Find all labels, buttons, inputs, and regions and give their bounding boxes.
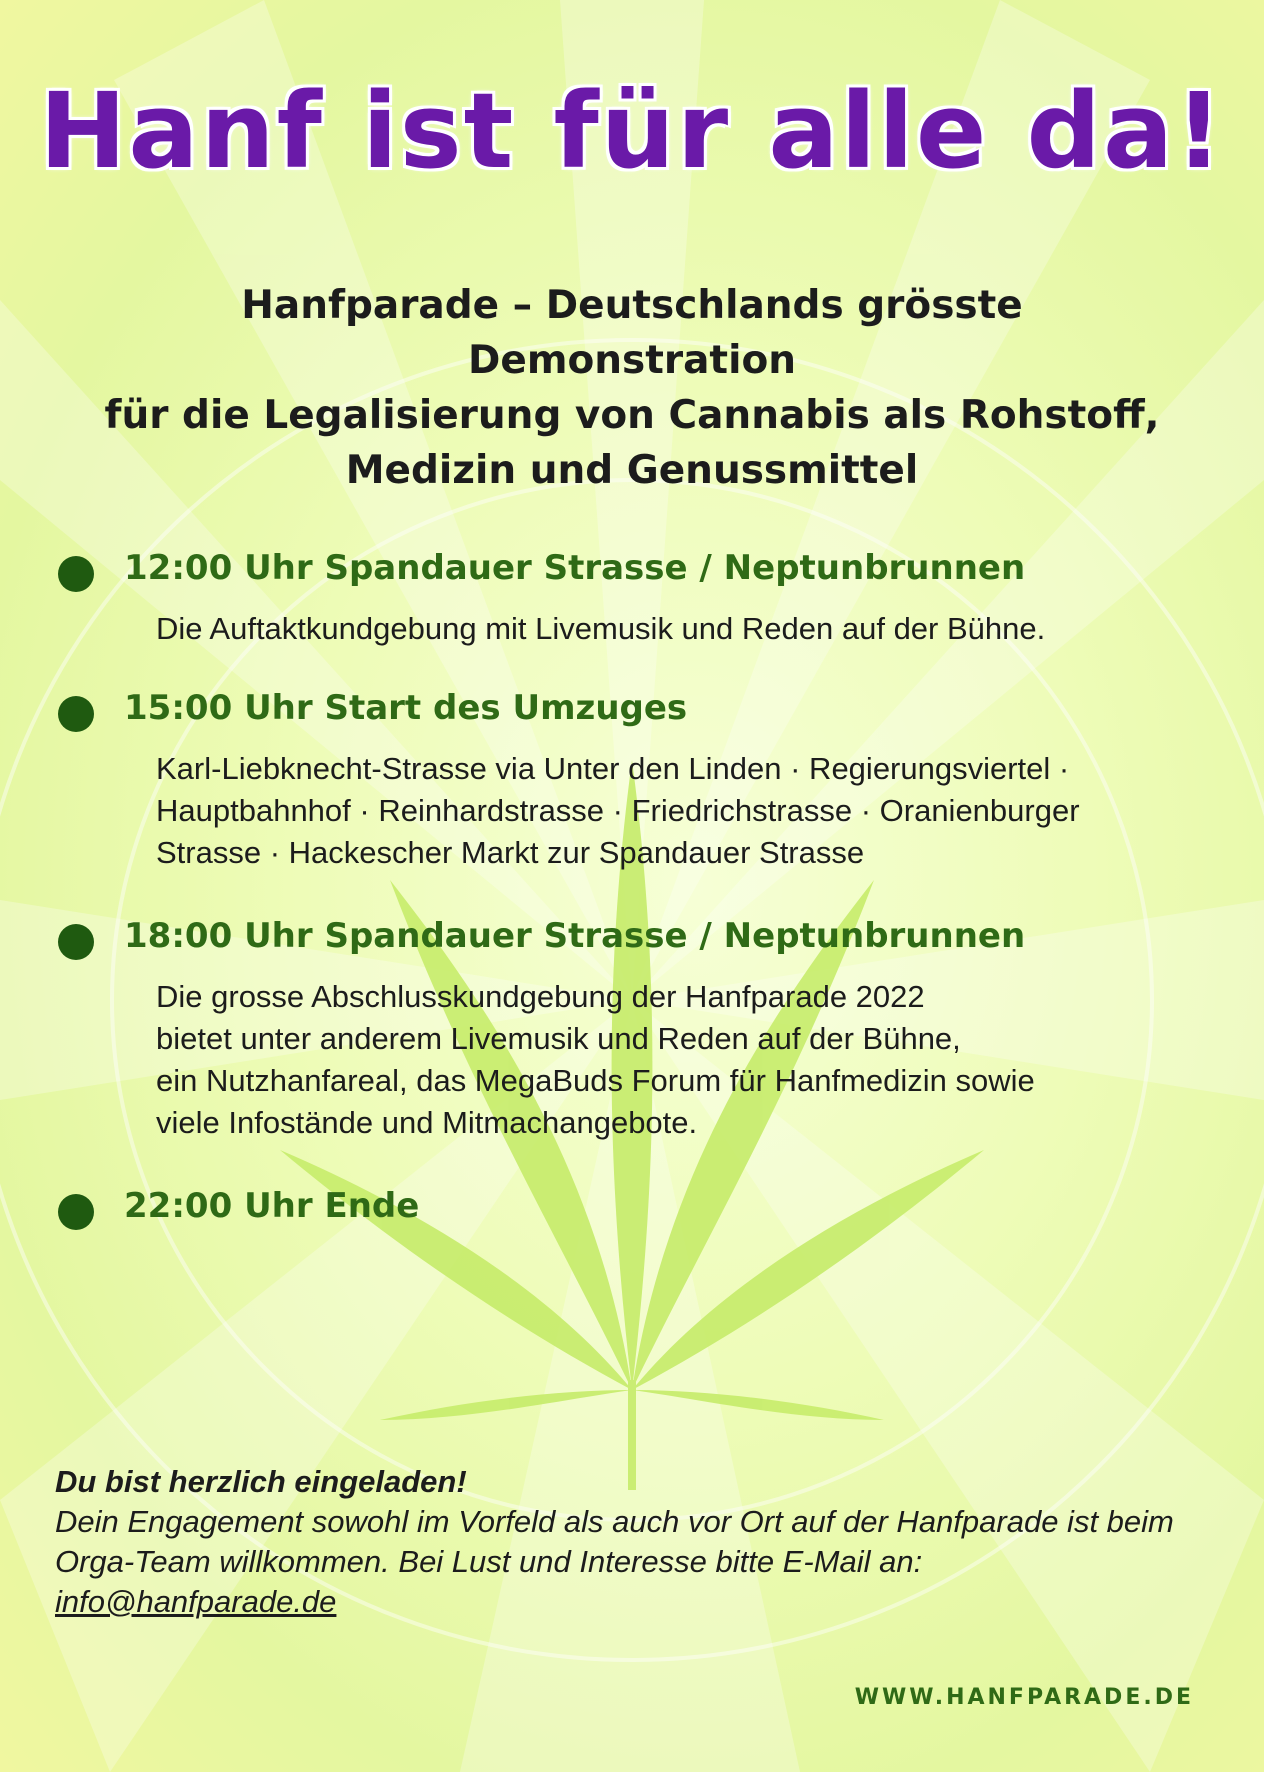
schedule-description (156, 748, 1166, 874)
schedule-line: Strasse · Hackescher Markt zur Spandauer Strasse (156, 835, 865, 870)
schedule-line: ein Nutzhanfareal, das MegaBuds Forum für Hanfmedizin sowie (156, 1063, 1035, 1098)
schedule-description (156, 976, 1166, 1144)
bullet-icon (58, 696, 94, 732)
subtitle (80, 278, 1184, 498)
schedule-description (156, 608, 1166, 650)
schedule-heading: 12:00 Uhr Spandauer Strasse / Neptunbrunnen (124, 548, 1026, 588)
invitation-text: Dein Engagement sowohl im Vorfeld als auch vor Ort auf der Hanfparade ist beim (55, 1504, 1174, 1539)
schedule-heading: 15:00 Uhr Start des Umzuges (124, 688, 688, 728)
subtitle-line: Medizin und Genussmittel (345, 448, 919, 493)
subtitle-line: Hanfparade – Deutschlands grösste Demonstration (241, 283, 1023, 383)
schedule-line: Karl-Liebknecht-Strasse via Unter den Linden · Regierungsviertel · (156, 751, 1070, 786)
schedule-line: Die Auftaktkundgebung mit Livemusik und Reden auf der Bühne. (156, 611, 1046, 646)
schedule-heading: 22:00 Uhr Ende (124, 1186, 420, 1226)
email-link[interactable]: info@hanfparade.de (55, 1584, 337, 1619)
invitation (55, 1462, 1215, 1622)
schedule-line: viele Infostände und Mitmachangebote. (156, 1105, 698, 1140)
website-link[interactable]: WWW.HANFPARADE.DE (854, 1685, 1194, 1710)
schedule-heading: 18:00 Uhr Spandauer Strasse / Neptunbrunnen (124, 916, 1026, 956)
page-title: Hanf ist für alle da! (39, 70, 1225, 192)
bullet-icon (58, 556, 94, 592)
schedule-line: Hauptbahnhof · Reinhardstrasse · Friedrichstrasse · Oranienburger (156, 793, 1080, 828)
bullet-icon (58, 924, 94, 960)
subtitle-line: für die Legalisierung von Cannabis als Rohstoff, (104, 393, 1160, 438)
invitation-text: Orga-Team willkommen. Bei Lust und Interesse bitte E-Mail an: (55, 1544, 923, 1579)
schedule-line: bietet unter anderem Livemusik und Reden auf der Bühne, (156, 1021, 961, 1056)
invitation-heading: Du bist herzlich eingeladen! (55, 1464, 467, 1499)
bullet-icon (58, 1194, 94, 1230)
schedule-line: Die grosse Abschlusskundgebung der Hanfparade 2022 (156, 979, 925, 1014)
